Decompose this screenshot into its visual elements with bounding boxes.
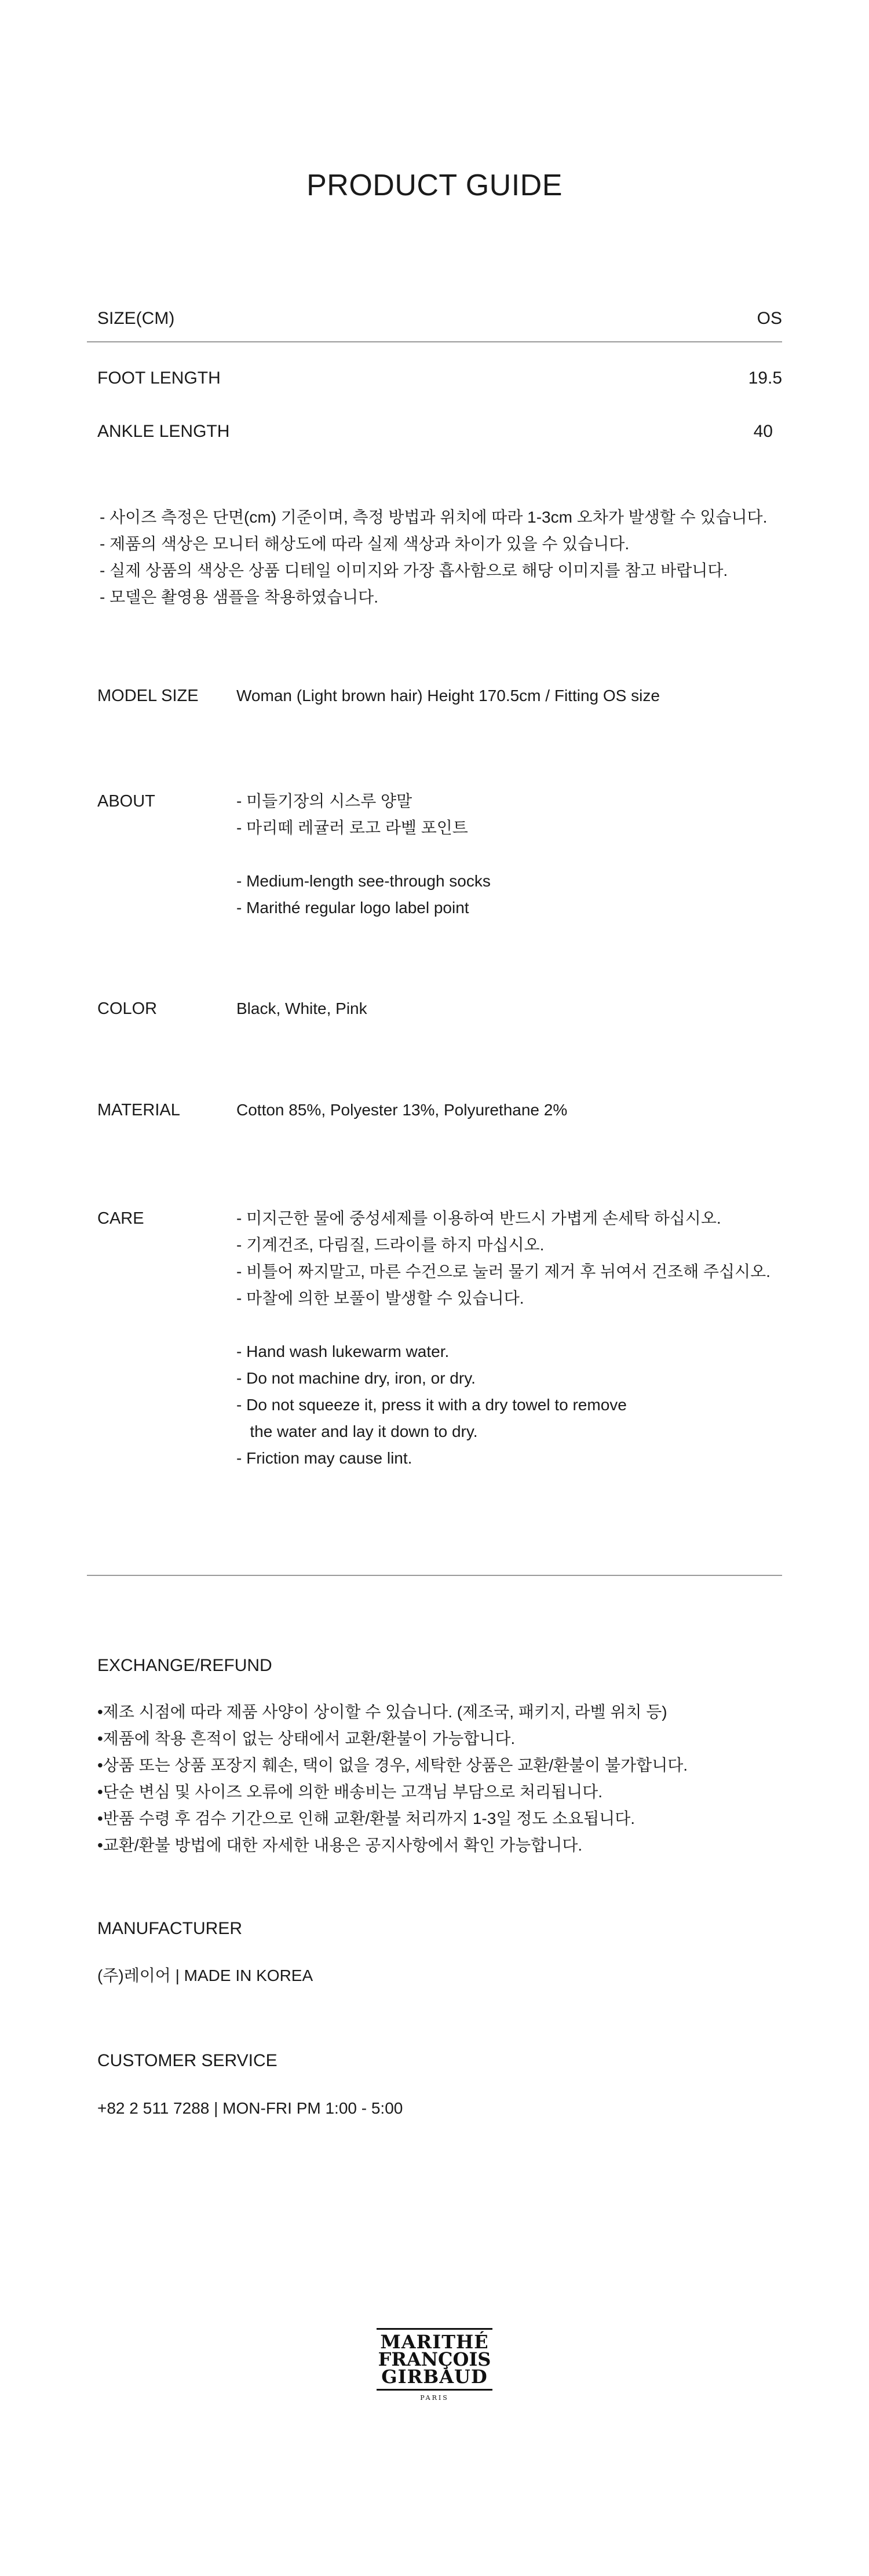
page-title: PRODUCT GUIDE [306,169,563,202]
exchange-line: •제품에 착용 흔적이 없는 상태에서 교환/환불이 가능합니다. [97,1730,516,1747]
brand-logo [377,2328,492,2402]
exchange-line: •반품 수령 후 검수 기간으로 인해 교환/환불 처리까지 1-3일 정도 소요됩니다. [97,1809,636,1827]
about-line: - Medium-length see-through socks [236,872,491,890]
about-line: - 미들기장의 시스루 양말 [236,792,412,810]
exchange-line: •제조 시점에 따라 제품 사양이 상이할 수 있습니다. (제조국, 패키지, 라벨 위치 등) [97,1703,667,1721]
exchange-line: •단순 변심 및 사이즈 오류에 의한 배송비는 고객님 부담으로 처리됩니다. [97,1783,603,1801]
note-line: - 사이즈 측정은 단면(cm) 기준이며, 측정 방법과 위치에 따라 1-3cm 오차가 발생할 수 있습니다. [100,508,768,526]
about-line: - Marithé regular logo label point [236,899,469,917]
exchange-line: •교환/환불 방법에 대한 자세한 내용은 공지사항에서 확인 가능합니다. [97,1836,583,1854]
manufacturer-value: (주)레이어 | MADE IN KOREA [97,1966,313,1984]
about-text [236,788,491,921]
note-line: - 실제 상품의 색상은 상품 디테일 이미지와 가장 흡사함으로 해당 이미지를 참고 바랍니다. [100,561,728,579]
logo-rule-top [377,2328,492,2330]
model-size-label: MODEL SIZE [97,687,199,705]
size-row-value: 19.5 [748,368,782,388]
logo-line: GIRBAUD [381,2366,488,2388]
care-text [236,1205,771,1472]
logo-rule-bottom [377,2389,492,2391]
logo-line: MARITHÉ [380,2331,489,2353]
material-value: Cotton 85%, Polyester 13%, Polyurethane 2% [236,1101,568,1119]
about-line: - 마리떼 레귤러 로고 라벨 포인트 [236,819,468,837]
logo-line: FRANÇOIS [378,2348,491,2370]
size-header-value: OS [757,309,782,328]
size-header-divider [87,341,782,342]
care-line: - 비틀어 짜지말고, 마른 수건으로 눌러 물기 제거 후 뉘여서 건조해 주십시오. [236,1263,771,1280]
care-line: - 기계건조, 다림질, 드라이를 하지 마십시오. [236,1236,545,1254]
size-header-label: SIZE(CM) [97,309,175,328]
care-line: - Do not squeeze it, press it with a dry towel to remove [236,1396,627,1414]
care-line: - Hand wash lukewarm water. [236,1342,450,1360]
color-value: Black, White, Pink [236,999,367,1017]
exchange-line: •상품 또는 상품 포장지 훼손, 택이 없을 경우, 세탁한 상품은 교환/환불이 불가합니다. [97,1756,688,1774]
size-row-value: 40 [753,422,773,441]
care-line: - 마찰에 의한 보풀이 발생할 수 있습니다. [236,1289,524,1307]
care-line: - 미지근한 물에 중성세제를 이용하여 반드시 가볍게 손세탁 하십시오. [236,1209,721,1227]
care-spacer [236,1312,771,1338]
care-line: - Do not machine dry, iron, or dry. [236,1369,476,1387]
about-label: ABOUT [97,792,155,811]
customer-service-heading: CUSTOMER SERVICE [97,2051,278,2070]
note-line: - 제품의 색상은 모니터 해상도에 따라 실제 색상과 차이가 있을 수 있습니다. [100,535,630,553]
about-spacer [236,841,491,868]
material-label: MATERIAL [97,1101,180,1119]
exchange-heading: EXCHANGE/REFUND [97,1656,272,1675]
logo-sub: PARIS [420,2394,449,2402]
size-notes [100,504,767,611]
exchange-text [97,1699,688,1859]
care-label: CARE [97,1209,144,1228]
size-row-label: ANKLE LENGTH [97,422,230,441]
customer-service-value: +82 2 511 7288 | MON-FRI PM 1:00 - 5:00 [97,2099,403,2117]
model-size-value: Woman (Light brown hair) Height 170.5cm / Fitting OS size [236,687,660,705]
size-row-label: FOOT LENGTH [97,368,221,388]
care-line: - Friction may cause lint. [236,1449,412,1467]
section-divider [87,1575,782,1576]
color-label: COLOR [97,999,158,1018]
manufacturer-heading: MANUFACTURER [97,1919,243,1938]
note-line: - 모델은 촬영용 샘플을 착용하였습니다. [100,588,378,606]
care-line: the water and lay it down to dry. [236,1422,478,1440]
